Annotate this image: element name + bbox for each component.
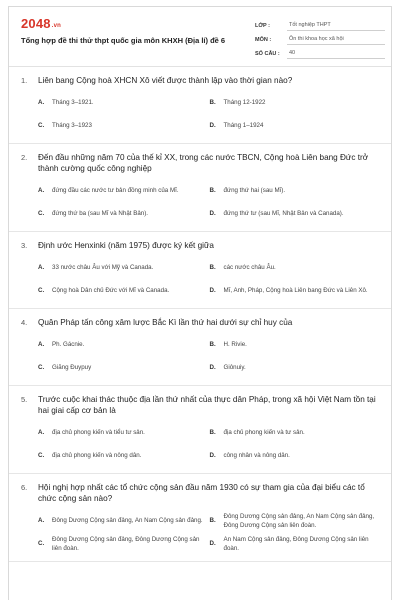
option-b[interactable] [210,333,382,356]
question-number: 4. [21,318,28,327]
option-letter: A. [38,264,45,271]
option-text: Tháng 3–1921. [52,99,94,106]
option-text: đứng đầu các nước tư bản đồng minh của Mĩ. [52,187,179,194]
option-text: Đông Dương Cộng sản đảng, An Nam Cộng sản đảng, Đông Dương Cộng sản liên đoàn. [223,512,375,529]
option-d[interactable] [210,279,382,302]
option-letter: C. [38,540,45,547]
question-head [21,152,381,174]
logo-text: 2048 [21,16,51,31]
question-head [21,240,381,251]
option-text: đứng thứ ba (sau Mĩ và Nhật Bản). [52,210,148,217]
option-list [21,333,381,379]
option-letter: C. [38,210,45,217]
option-a[interactable] [38,509,210,532]
option-c[interactable] [38,114,210,137]
question-text: Định ước Henxinki (năm 1975) được ký kết giữa [38,241,214,250]
option-letter: D. [209,210,216,217]
question-number: 6. [21,483,28,492]
meta-row-count [255,45,385,59]
option-letter: C. [38,452,45,459]
option-letter: C. [38,287,45,294]
option-b[interactable] [210,256,382,279]
option-text: Mĩ, Anh, Pháp, Cộng hoà Liên bang Đức và Liên Xô. [223,287,368,294]
option-a[interactable] [38,333,210,356]
option-text: Giônuiy. [223,364,246,371]
option-text: Ph. Gácnie. [52,341,85,348]
question-item [9,67,392,144]
option-letter: C. [38,122,45,129]
option-text: địa chủ phong kiến và tiểu tư sản. [52,429,145,436]
meta-row-subject [255,31,385,45]
question-text: Đến đầu những năm 70 của thế kỉ XX, trong các nước TBCN, Cộng hoà Liên bang Đức trở thành cường quốc công nghiệp [38,153,369,173]
question-number: 3. [21,241,28,250]
question-list [9,67,392,562]
question-text: Liên bang Cộng hoà XHCN Xô viết được thành lập vào thời gian nào? [38,76,293,85]
option-list [21,256,381,302]
question-text: Hội nghị hợp nhất các tổ chức cộng sản đầu năm 1930 có sự tham gia của đại biểu các tổ chức cộng sản nào? [38,483,365,503]
option-a[interactable] [38,91,210,114]
option-text: 33 nước châu Âu với Mỹ và Canada. [52,264,154,271]
question-number: 5. [21,395,28,404]
option-letter: B. [209,187,216,194]
option-letter: C. [38,364,45,371]
option-letter: D. [209,452,216,459]
option-letter: D. [209,287,216,294]
site-logo[interactable] [21,16,61,31]
option-a[interactable] [38,421,210,444]
meta-label: MÔN : [255,37,272,43]
option-d[interactable] [210,356,382,379]
question-item [9,232,392,309]
option-text: Đông Dương Cộng sản đảng, Đông Dương Cộng sản liên đoàn. [52,535,200,552]
option-b[interactable] [210,91,382,114]
option-letter: D. [209,364,216,371]
option-text: Tháng 1–1924 [223,122,264,129]
option-a[interactable] [38,179,210,202]
document-title: Tổng hợp đề thi thử thpt quốc gia môn KHXH (Địa lí) đề 6 [21,36,226,45]
option-letter: A. [38,187,45,194]
question-head [21,482,381,504]
meta-value: Ôn thi khoa học xã hội [287,36,385,45]
option-b[interactable] [210,509,382,532]
option-b[interactable] [210,179,382,202]
option-c[interactable] [38,444,210,467]
option-text: đứng thứ tư (sau Mĩ, Nhật Bản và Canada). [223,210,344,217]
option-list [21,509,381,555]
option-text: Cộng hoà Dân chủ Đức với Mĩ và Canada. [52,287,170,294]
option-letter: D. [209,540,216,547]
option-list [21,421,381,467]
option-text: địa chủ phong kiến và nông dân. [52,452,142,459]
option-letter: A. [38,517,45,524]
option-text: các nước châu Âu. [223,264,276,271]
option-letter: B. [209,341,216,348]
question-text: Trước cuộc khai thác thuộc địa lần thứ nhất của thực dân Pháp, trong xã hội Việt Nam tồn tại hai giai cấp cơ bản là [38,395,376,415]
question-text: Quân Pháp tấn công xâm lược Bắc Kì lần thứ hai dưới sự chỉ huy của [38,318,293,327]
logo-suffix: .vn [51,23,62,29]
meta-value: Tốt nghiệp THPT [287,22,385,31]
option-letter: A. [38,341,45,348]
option-d[interactable] [210,202,382,225]
option-text: Tháng 12-1922 [223,99,266,106]
meta-label: SỐ CÂU : [255,51,280,57]
option-text: đứng thứ hai (sau Mĩ). [223,187,286,194]
option-c[interactable] [38,202,210,225]
option-text: Tháng 3–1923 [52,122,92,129]
option-letter: A. [38,429,45,436]
meta-row-class [255,17,385,31]
option-text: Đông Dương Cộng sản đảng, An Nam Cộng sản đảng. [52,517,203,524]
meta-panel [255,17,385,59]
option-b[interactable] [210,421,382,444]
option-text: H. Rivie. [223,341,247,348]
question-item [9,386,392,474]
question-number: 2. [21,153,28,162]
option-text: An Nam Cộng sản đảng, Đông Dương Cộng sản liên đoàn. [223,535,369,552]
option-letter: A. [38,99,45,106]
option-letter: B. [209,517,216,524]
worksheet-page [8,6,392,600]
option-letter: B. [209,264,216,271]
option-d[interactable] [210,532,382,555]
question-item [9,144,392,232]
option-a[interactable] [38,256,210,279]
option-letter: B. [209,99,216,106]
option-list [21,91,381,137]
option-letter: D. [209,122,216,129]
option-list [21,179,381,225]
option-d[interactable] [210,444,382,467]
question-head [21,75,381,86]
question-head [21,394,381,416]
option-d[interactable] [210,114,382,137]
option-c[interactable] [38,279,210,302]
question-item [9,309,392,386]
question-number: 1. [21,76,28,85]
question-head [21,317,381,328]
option-c[interactable] [38,356,210,379]
meta-value: 40 [287,50,385,59]
option-text: địa chủ phong kiến và tư sản. [223,429,305,436]
option-text: công nhân và nông dân. [223,452,290,459]
option-letter: B. [209,429,216,436]
question-item [9,474,392,562]
option-text: Giăng Đuypuy [52,364,92,371]
option-c[interactable] [38,532,210,555]
meta-label: LỚP : [255,23,270,29]
worksheet-header [9,7,391,67]
